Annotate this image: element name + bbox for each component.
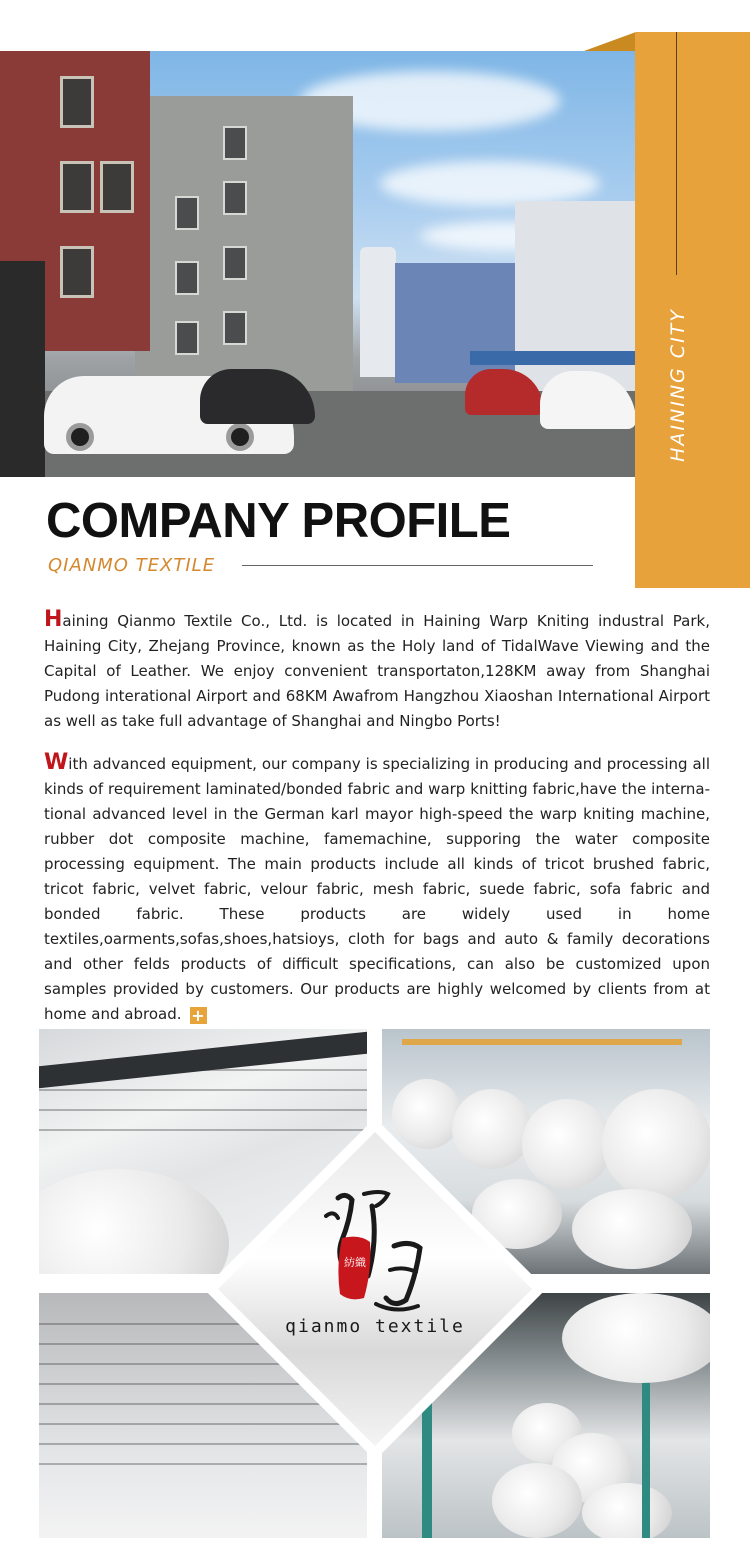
logo-text: qianmo textile — [285, 1316, 465, 1337]
intro-paragraph — [44, 609, 710, 734]
initial-letter: H — [44, 607, 63, 632]
paragraph-text: ith advanced equipment, our company is specializing in producing and processing all kinds of requirement laminated/bonded fabric and warp knitting fabric,have the international advanced level in the German karl mayor high-speed the warp kniting machine, rubber dot composite machine, famemachine, supporing the water composite processing equipment. The main products include all kinds of tricot brushed fabric, tricot fabric, velvet fabric, velour fabric, mesh fabric, suede fabric, sofa fabric and bonded fabric. These products are widely used in home textiles,oarments,sofas,shoes,hatsioys, cloth for bags and auto & family decorations and other felds products of difficult specifications, can also be customized upon samples provided by customers. Our products are highly welcomed by clients from at home and abroad. — [44, 755, 710, 1023]
side-band — [635, 32, 750, 588]
logo-seal-text: 紡織 — [344, 1256, 366, 1269]
corner-accent — [584, 32, 636, 51]
initial-letter: W — [44, 750, 69, 775]
hero-factory-photo — [0, 51, 636, 477]
logo-diamond — [204, 1118, 546, 1460]
products-paragraph — [44, 752, 710, 1027]
subtitle-divider — [242, 565, 593, 566]
page-title: COMPANY PROFILE — [46, 494, 511, 548]
logo-calligraphy-icon — [306, 1180, 446, 1330]
paragraph-text: aining Qianmo Textile Co., Ltd. is located in Haining Warp Kniting industral Park, Haining City, Zhejang Province, known as the Holy land of TidalWave Viewing and the Capital of Leather. We enjoy convenient transportaton,128KM away from Shanghai Pudong interational Airport and 68KM Awafrom Hangzhou Xiaoshan International Airport as well as take full advantage of Shanghai and Ningbo Ports! — [44, 612, 710, 730]
plus-icon[interactable]: + — [191, 1006, 205, 1025]
page-subtitle: QIANMO TEXTILE — [48, 555, 216, 576]
side-divider — [676, 32, 677, 275]
